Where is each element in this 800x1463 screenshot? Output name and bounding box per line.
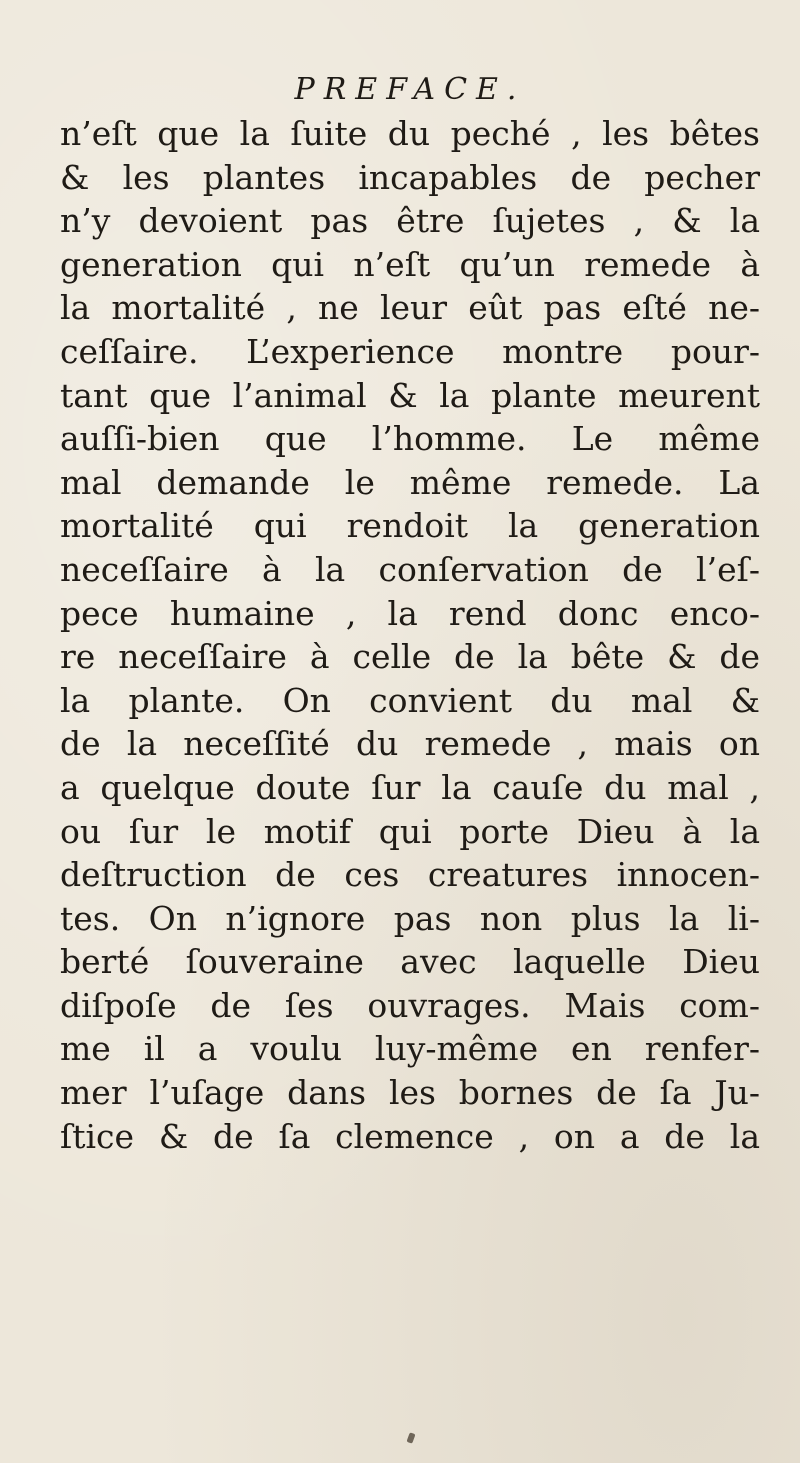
text-line: ſtice & de ſa clemence , on a de la (60, 1116, 760, 1156)
running-head: PREFACE. (294, 72, 526, 107)
text-line: re neceſſaire à celle de la bête & de (60, 637, 760, 677)
text-line: mal demande le même remede. La (60, 462, 760, 502)
text-line: de la neceſſité du remede , mais on (60, 724, 760, 764)
text-line: a quelque doute ſur la cauſe du mal , (60, 767, 760, 807)
text-line: la plante. On convient du mal & (60, 680, 760, 720)
text-line: & les plantes incapables de pecher (60, 157, 760, 197)
text-line: ceſſaire. L’experience montre pour- (60, 331, 760, 371)
text-line: tant que l’animal & la plante meurent (60, 375, 760, 415)
text-line: n’y devoient pas être ſujetes , & la (60, 201, 760, 241)
ink-speck (406, 1432, 415, 1443)
text-line: mer l’uſage dans les bornes de ſa Ju- (60, 1073, 760, 1113)
text-line: tes. On n’ignore pas non plus la li- (60, 898, 760, 938)
text-line: berté ſouveraine avec laquelle Dieu (60, 942, 760, 982)
text-line: generation qui n’eſt qu’un remede à (60, 244, 760, 284)
text-line: auſſi-bien que l’homme. Le même (60, 419, 760, 459)
text-line: mortalité qui rendoit la generation (60, 506, 760, 546)
body-text (60, 112, 760, 1158)
text-line: la mortalité , ne leur eût pas eſté ne- (60, 288, 760, 328)
text-line: deſtruction de ces creatures innocen- (60, 855, 760, 895)
text-line: pece humaine , la rend donc enco- (60, 593, 760, 633)
text-line: neceſſaire à la conſervation de l’eſ- (60, 549, 760, 589)
text-line: n’eſt que la ſuite du peché , les bêtes (60, 114, 760, 153)
text-line: me il a voulu luy-même en renfer- (60, 1029, 760, 1069)
text-line: ou ſur le motif qui porte Dieu à la (60, 811, 760, 851)
text-line: diſpoſe de ſes ouvrages. Mais com- (60, 985, 760, 1025)
